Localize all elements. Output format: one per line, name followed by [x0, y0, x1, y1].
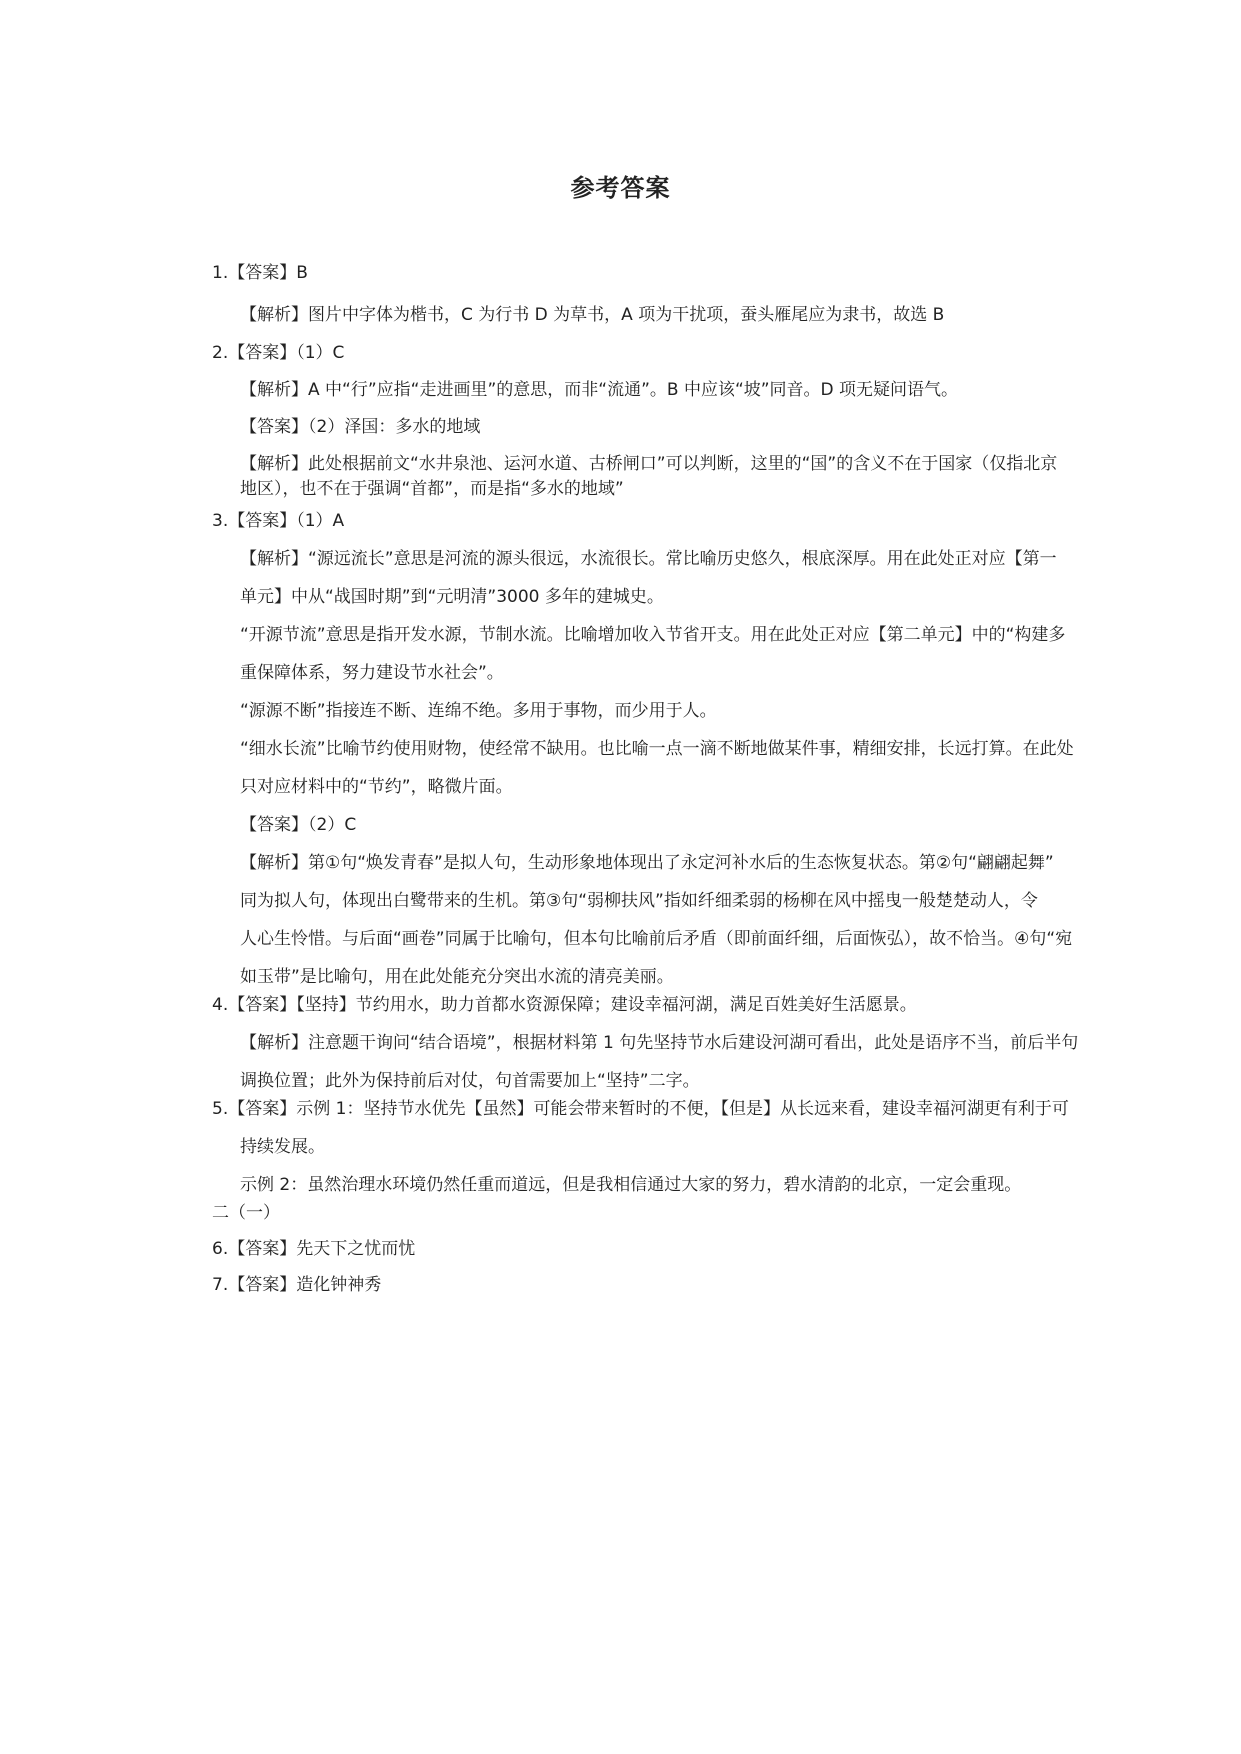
analysis-4-line-2: 调换位置；此外为保持前后对仗，句首需要加上“坚持”二字。 [240, 1071, 700, 1091]
answer-5-line-1: 5.【答案】示例 1：坚持节水优先【虽然】可能会带来暂时的不便，【但是】从长远来看，建设幸福河湖更有利于可 [212, 1099, 1069, 1119]
answer-2-1: 2.【答案】（1）C [212, 343, 345, 363]
answer-1: 1.【答案】B [212, 263, 308, 283]
page-title: 参考答案 [570, 174, 671, 202]
analysis-3-1-line-1: 【解析】“源远流长”意思是河流的源头很远，水流很长。常比喻历史悠久，根底深厚。用在此处正对应【第一 [240, 549, 1057, 569]
analysis-3-1-line-6: “细水长流”比喻节约使用财物，使经常不缺用。也比喻一点一滴不断地做某件事，精细安排，长远打算。在此处 [240, 739, 1074, 759]
analysis-4-line-1: 【解析】注意题干询问“结合语境”，根据材料第 1 句先坚持节水后建设河湖可看出，此处是语序不当，前后半句 [240, 1033, 1079, 1053]
analysis-3-2-line-4: 如玉带”是比喻句，用在此处能充分突出水流的清亮美丽。 [240, 967, 674, 987]
analysis-3-2-line-3: 人心生怜惜。与后面“画卷”同属于比喻句，但本句比喻前后矛盾（即前面纤细，后面恢弘），故不恰当。④句“宛 [240, 929, 1073, 949]
answer-3-1: 3.【答案】（1）A [212, 511, 345, 531]
answer-5-example-2: 示例 2：虽然治理水环境仍然任重而道远，但是我相信通过大家的努力，碧水清韵的北京，一定会重现。 [240, 1175, 1022, 1195]
analysis-3-2-line-2: 同为拟人句，体现出白鹭带来的生机。第③句“弱柳扶风”指如纤细柔弱的杨柳在风中摇曳一般楚楚动人，令 [240, 891, 1038, 911]
analysis-3-1-line-7: 只对应材料中的“节约”，略微片面。 [240, 777, 513, 797]
answer-4: 4.【答案】【坚持】节约用水，助力首都水资源保障；建设幸福河湖，满足百姓美好生活愿景。 [212, 995, 917, 1015]
answer-body [212, 262, 1142, 1295]
analysis-3-1-line-4: 重保障体系，努力建设节水社会”。 [240, 663, 504, 683]
answer-2-2: 【答案】（2）泽国：多水的地域 [240, 417, 481, 437]
answer-3-2: 【答案】（2）C [240, 815, 357, 835]
analysis-3-1-line-2: 单元】中从“战国时期”到“元明清”3000 多年的建城史。 [240, 587, 664, 607]
answer-7: 7.【答案】造化钟神秀 [212, 1275, 382, 1295]
analysis-2-1: 【解析】A 中“行”应指“走进画里”的意思，而非“流通”。B 中应该“坡”同音。D 项无疑问语气。 [240, 380, 959, 400]
analysis-1: 【解析】图片中字体为楷书，C 为行书 D 为草书，A 项为干扰项，蚕头雁尾应为隶书，故选 B [240, 305, 945, 325]
analysis-3-1-line-3: “开源节流”意思是指开发水源，节制水流。比喻增加收入节省开支。用在此处正对应【第二单元】中的“构建多 [240, 625, 1066, 645]
answer-5-line-2: 持续发展。 [240, 1137, 325, 1157]
analysis-3-1-line-5: “源源不断”指接连不断、连绵不绝。多用于事物，而少用于人。 [240, 701, 717, 721]
analysis-2-2-line-1: 【解析】此处根据前文“水井泉池、运河水道、古桥闸口”可以判断，这里的“国”的含义不在于国家（仅指北京 [240, 454, 1058, 474]
analysis-3-2-line-1: 【解析】第①句“焕发青春”是拟人句，生动形象地体现出了永定河补水后的生态恢复状态。第②句“翩翩起舞” [240, 853, 1054, 873]
section-heading: 二（一） [212, 1203, 280, 1223]
analysis-2-2-line-2: 地区），也不在于强调“首都”，而是指“多水的地域” [240, 479, 624, 499]
answer-6: 6.【答案】先天下之忧而忧 [212, 1239, 416, 1259]
